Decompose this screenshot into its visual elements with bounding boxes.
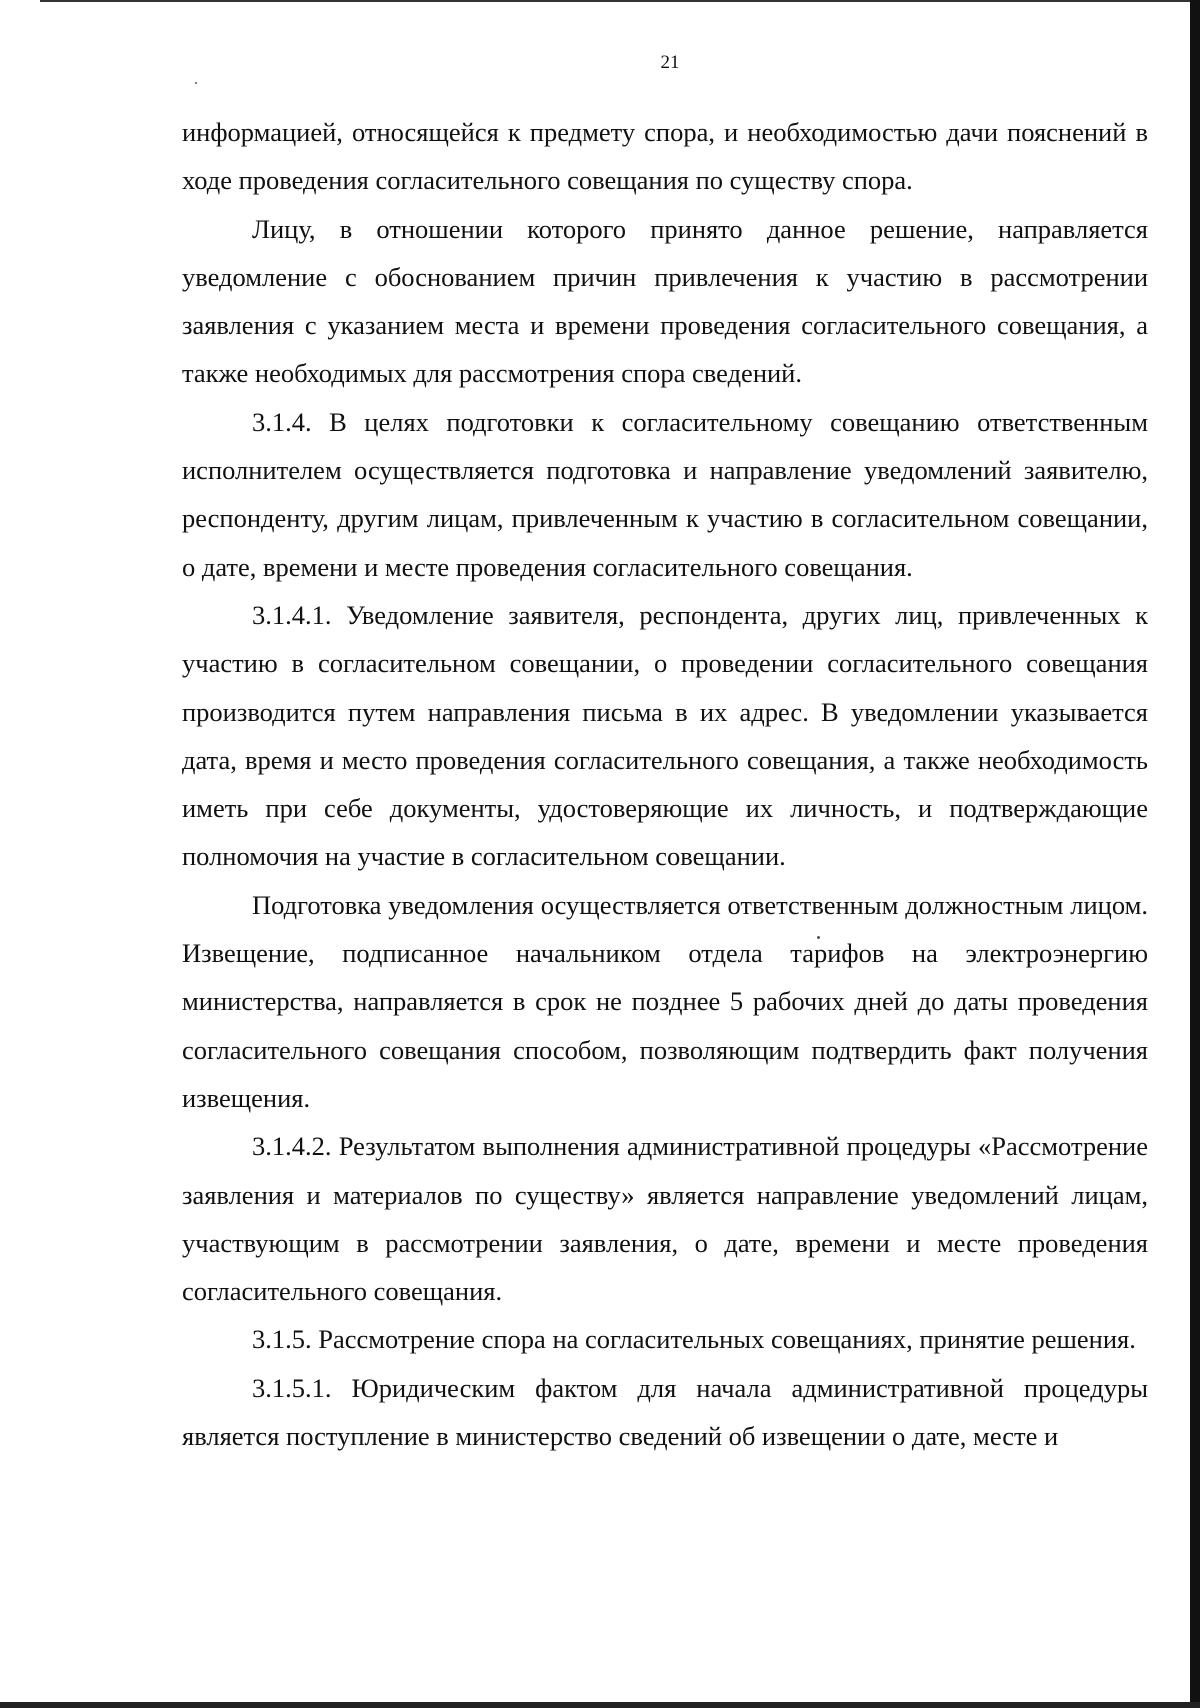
paragraph: 3.1.4. В целях подготовки к согласительному совещанию ответственным исполнителем осуществляется подготовка и направление уведомлений заявителю, респонденту, другим лицам, привлеченным к участию в согласительном совещании, о дате, времени и месте проведения согласительного совещания. [182, 406, 1148, 582]
paragraph: 3.1.4.2. Результатом выполнения административной процедуры «Рассмотрение заявления и материалов по существу» является направление уведомлений лицам, участвующим в рассмотрении заявления, о дате, времени и месте проведения согласительного совещания. [182, 1131, 1148, 1307]
page-number: 21 [660, 52, 680, 73]
paragraph: Подготовка уведомления осуществляется ответственным должностным лицом. Извещение, подписанное начальником отдела тарифов на электроэнергию министерства, направляется в срок не позднее 5 рабочих дней до даты проведения согласительного совещания способом, позволяющим подтвердить факт получения извещения. [182, 889, 1148, 1113]
document-body [182, 108, 1148, 1460]
paragraph: 3.1.4.1. Уведомление заявителя, респондента, других лиц, привлеченных к участию в согласительном совещании, о проведении согласительного совещания производится путем направления письма в их адрес. В уведомлении указывается дата, время и место проведения согласительного совещания, а также необходимость иметь при себе документы, удостоверяющие их личность, и подтверждающие полномочия на участие в согласительном совещании. [182, 599, 1148, 872]
scan-border-right [1190, 0, 1200, 1708]
scan-border-bottom [0, 1702, 1200, 1708]
scan-border-top [40, 0, 1190, 2]
paragraph: 3.1.5.1. Юридическим фактом для начала административной процедуры является поступление в министерство сведений об извещении о дате, месте и [182, 1372, 1148, 1452]
paragraph: Лицу, в отношении которого принято данное решение, направляется уведомление с обоснованием причин привлечения к участию в рассмотрении заявления с указанием места и времени проведения согласительного совещания, а также необходимых для рассмотрения спора сведений. [182, 213, 1148, 389]
scan-speck [195, 82, 197, 84]
paragraph: 3.1.5. Рассмотрение спора на согласительных совещаниях, принятие решения. [252, 1324, 1136, 1355]
paragraph: информацией, относящейся к предмету спора, и необходимостью дачи пояснений в ходе проведения согласительного совещания по существу спора. [182, 117, 1148, 196]
